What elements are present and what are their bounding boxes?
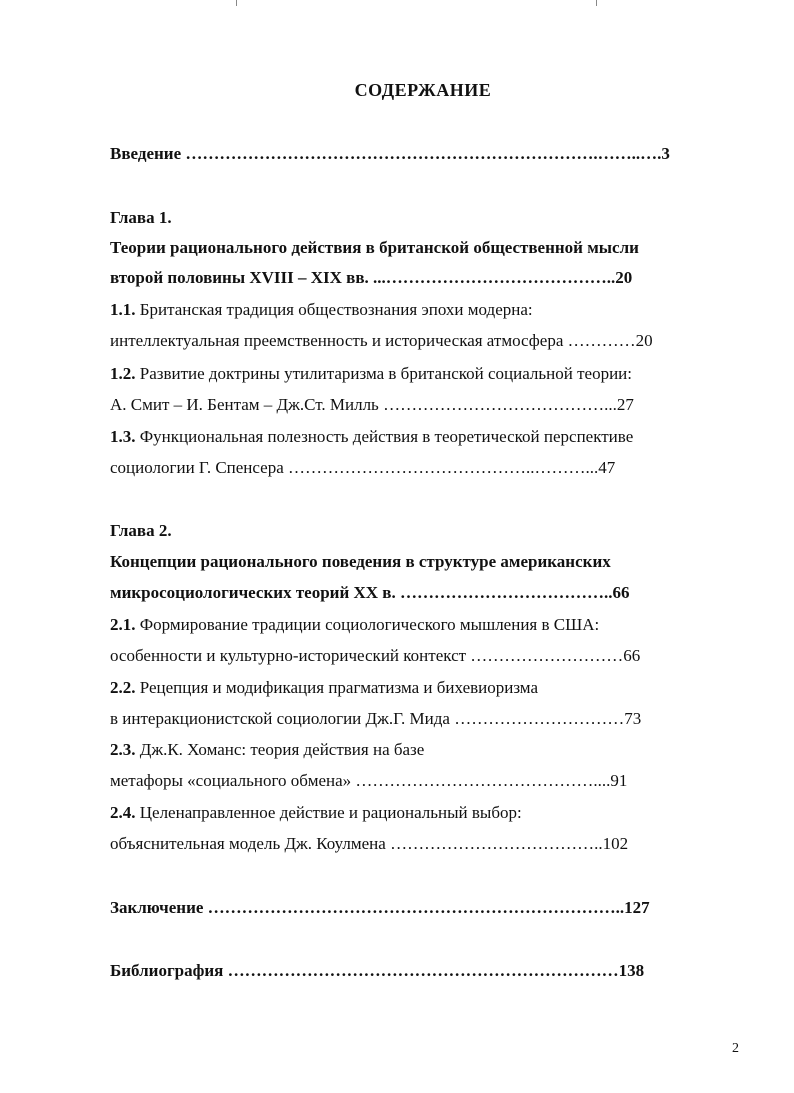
toc-entry-bibliography: Библиография ……………………………………………………………138: [110, 961, 645, 980]
section-title: Рецепция и модификация прагматизма и бихевиоризма: [135, 678, 538, 697]
section-number: 2.1.: [110, 615, 136, 634]
section-title: Британская традиция обществознания эпохи модерна:: [135, 300, 533, 319]
chapter-2-heading: Глава 2.: [110, 521, 172, 540]
toc-entry-1-3: [110, 426, 633, 448]
toc-entry-2-3: [110, 739, 424, 761]
toc-entry-1-2-line-2: А. Смит – И. Бентам – Дж.Ст. Милль …………………………………...27: [110, 395, 634, 414]
scan-mark-left: [236, 0, 237, 6]
section-number: 2.3.: [110, 740, 136, 759]
chapter-1-title-line-1: Теории рационального действия в британской общественной мысли: [110, 238, 639, 257]
chapter-2-title-line-1: Концепции рационального поведения в структуре американских: [110, 552, 611, 571]
scan-mark-right: [596, 0, 597, 6]
section-number: 1.3.: [110, 427, 136, 446]
toc-entry-2-3-line-2: метафоры «социального обмена» ……………………………………....91: [110, 771, 628, 790]
toc-entry-2-4: [110, 802, 522, 824]
chapter-2-title-line-2: микросоциологических теорий XX в. ………………………………..66: [110, 583, 630, 602]
section-title: Развитие доктрины утилитаризма в британской социальной теории:: [135, 364, 633, 383]
toc-entry-2-2-line-2: в интеракционистской социологии Дж.Г. Мида …………………………73: [110, 709, 642, 728]
section-number: 2.2.: [110, 678, 136, 697]
toc-entry-2-1: [110, 614, 599, 636]
toc-entry-introduction: Введение ……………………………………………………………….……..….3: [110, 144, 670, 163]
toc-entry-1-1: [110, 299, 533, 321]
section-title: Формирование традиции социологического мышления в США:: [135, 615, 600, 634]
toc-entry-1-3-line-2: социологии Г. Спенсера ……………………………………..………...47: [110, 458, 616, 477]
section-number: 1.1.: [110, 300, 136, 319]
toc-entry-conclusion: Заключение ………………………………………………………………..127: [110, 898, 650, 917]
toc-entry-1-2: [110, 363, 632, 385]
chapter-1-title-line-2: второй половины XVIII – XIX вв. ...…………………………………..20: [110, 268, 633, 287]
section-number: 2.4.: [110, 803, 136, 822]
toc-entry-2-2: [110, 677, 538, 699]
toc-entry-2-4-line-2: объяснительная модель Дж. Коулмена ………………………………..102: [110, 834, 629, 853]
section-number: 1.2.: [110, 364, 136, 383]
section-title: Целенаправленное действие и рациональный выбор:: [135, 803, 522, 822]
toc-entry-1-1-line-2: интеллектуальная преемственность и историческая атмосфера …………20: [110, 331, 653, 350]
section-title: Дж.К. Хоманс: теория действия на базе: [135, 740, 425, 759]
toc-entry-2-1-line-2: особенности и культурно-исторический контекст ………………………66: [110, 646, 641, 665]
chapter-1-heading: Глава 1.: [110, 208, 172, 227]
page-title: СОДЕРЖАНИЕ: [354, 80, 492, 100]
page-number: 2: [732, 1041, 739, 1056]
section-title: Функциональная полезность действия в теоретической перспективе: [135, 427, 634, 446]
